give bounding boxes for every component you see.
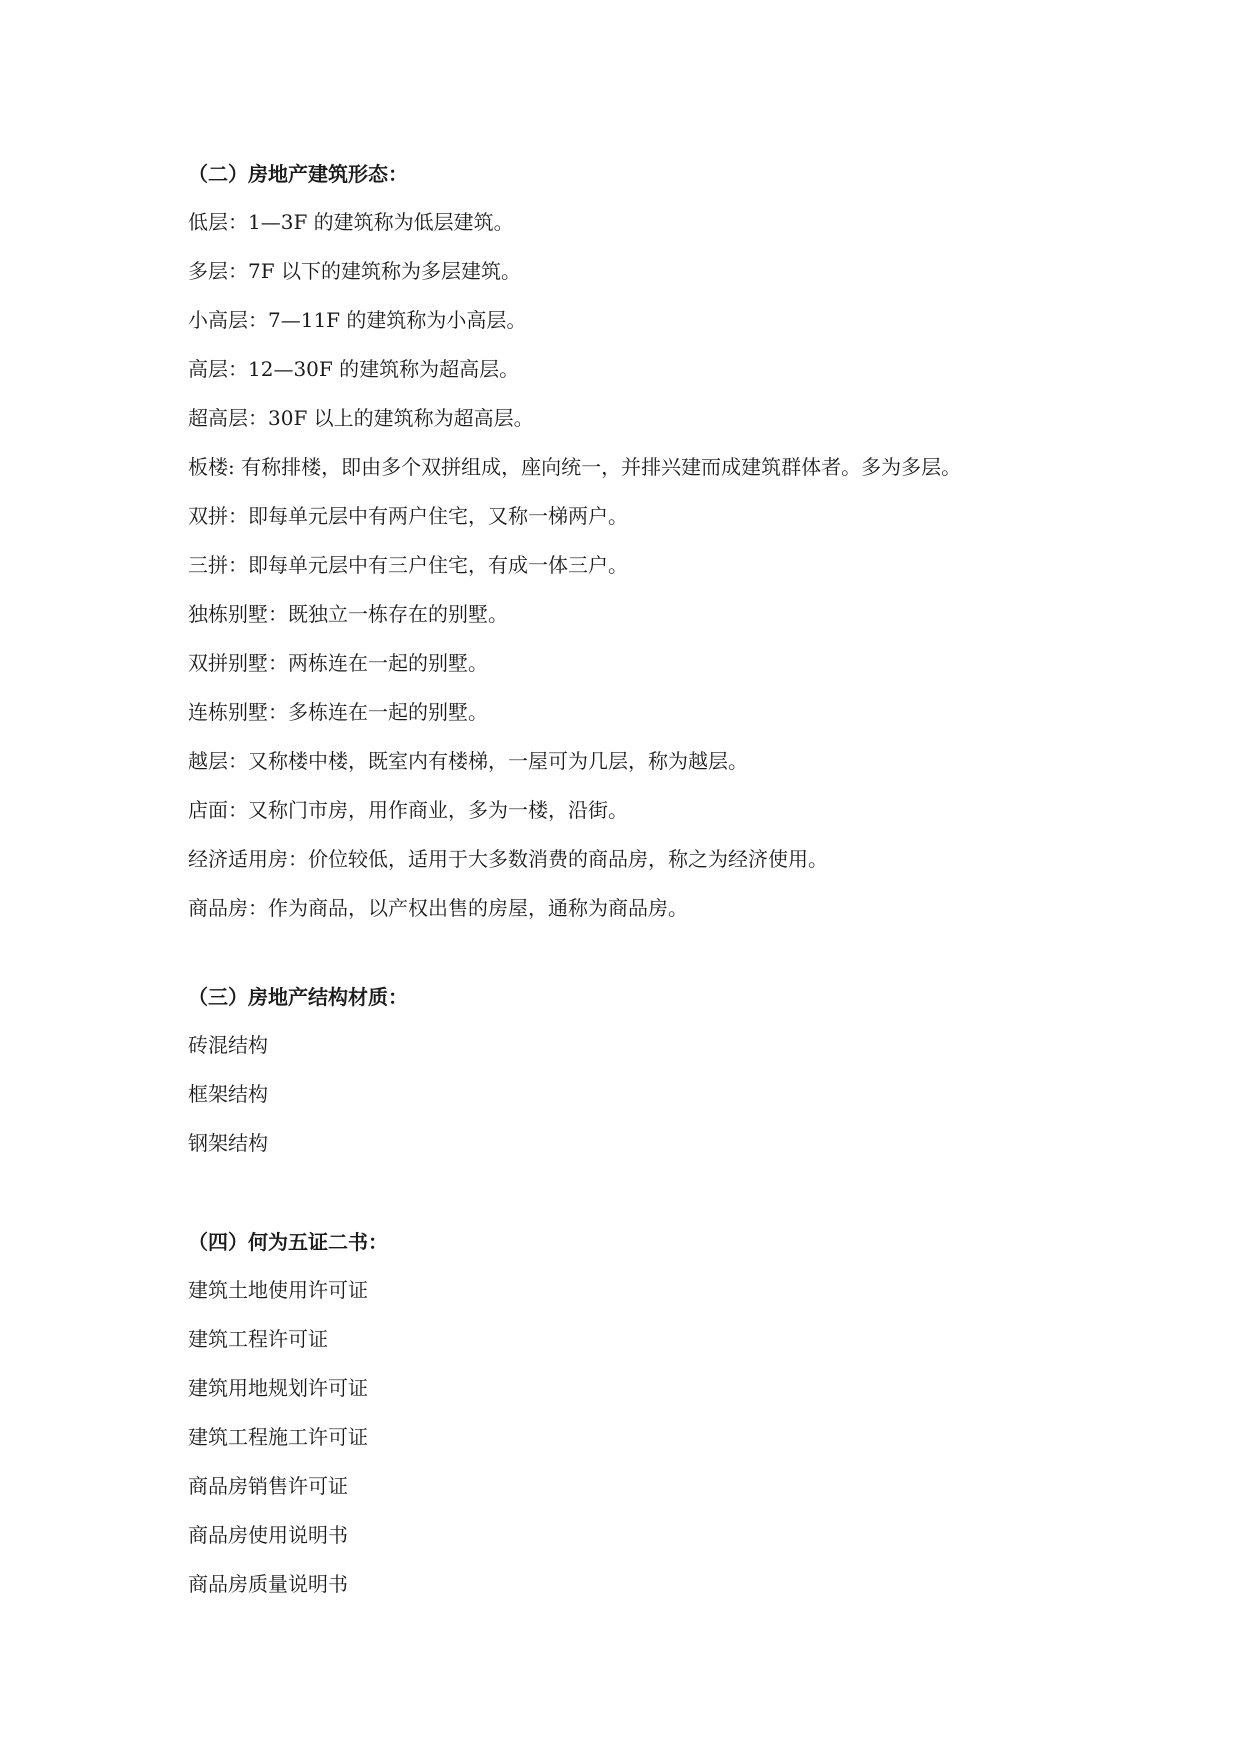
list-item: 店面：又称门市房，用作商业，多为一楼，沿街。 [188,798,628,822]
list-item: 商品房使用说明书 [188,1523,348,1547]
list-item: 商品房：作为商品，以产权出售的房屋，通称为商品房。 [188,896,688,920]
list-item: 多层：7F 以下的建筑称为多层建筑。 [188,259,521,283]
section-heading: （四）何为五证二书： [188,1230,388,1254]
definition-list [188,208,1088,922]
list-item: 钢架结构 [188,1131,268,1155]
list-item: 建筑工程施工许可证 [188,1425,368,1449]
list-item: 建筑土地使用许可证 [188,1278,368,1302]
list-item: 三拼：即每单元层中有三户住宅，有成一体三户。 [188,553,628,577]
list-item: 越层：又称楼中楼，既室内有楼梯，一屋可为几层，称为越层。 [188,749,748,773]
list-item: 框架结构 [188,1082,268,1106]
section-structure-materials [188,983,1088,1157]
list-item: 商品房销售许可证 [188,1474,348,1498]
list-item: 双拼：即每单元层中有两户住宅，又称一梯两户。 [188,504,628,528]
certificates-list [188,1276,1088,1598]
list-item: 商品房质量说明书 [188,1572,348,1596]
list-item: 低层：1—3F 的建筑称为低层建筑。 [188,210,514,234]
section-building-forms [188,160,1088,922]
list-item: 双拼别墅：两栋连在一起的别墅。 [188,651,488,675]
list-item: 板楼: 有称排楼，即由多个双拼组成，座向统一，并排兴建而成建筑群体者。多为多层。 [188,455,962,479]
list-item: 独栋别墅：既独立一栋存在的别墅。 [188,602,508,626]
list-item: 建筑工程许可证 [188,1327,328,1351]
section-certificates [188,1228,1088,1598]
list-item: 经济适用房：价位较低，适用于大多数消费的商品房，称之为经济使用。 [188,847,828,871]
list-item: 建筑用地规划许可证 [188,1376,368,1400]
section-heading: （二）房地产建筑形态： [188,162,408,186]
list-item: 高层：12—30F 的建筑称为超高层。 [188,357,520,381]
materials-list [188,1031,1088,1157]
list-item: 超高层：30F 以上的建筑称为超高层。 [188,406,534,430]
list-item: 小高层：7—11F 的建筑称为小高层。 [188,308,527,332]
list-item: 连栋别墅：多栋连在一起的别墅。 [188,700,488,724]
list-item: 砖混结构 [188,1033,268,1057]
section-heading: （三）房地产结构材质： [188,985,408,1009]
